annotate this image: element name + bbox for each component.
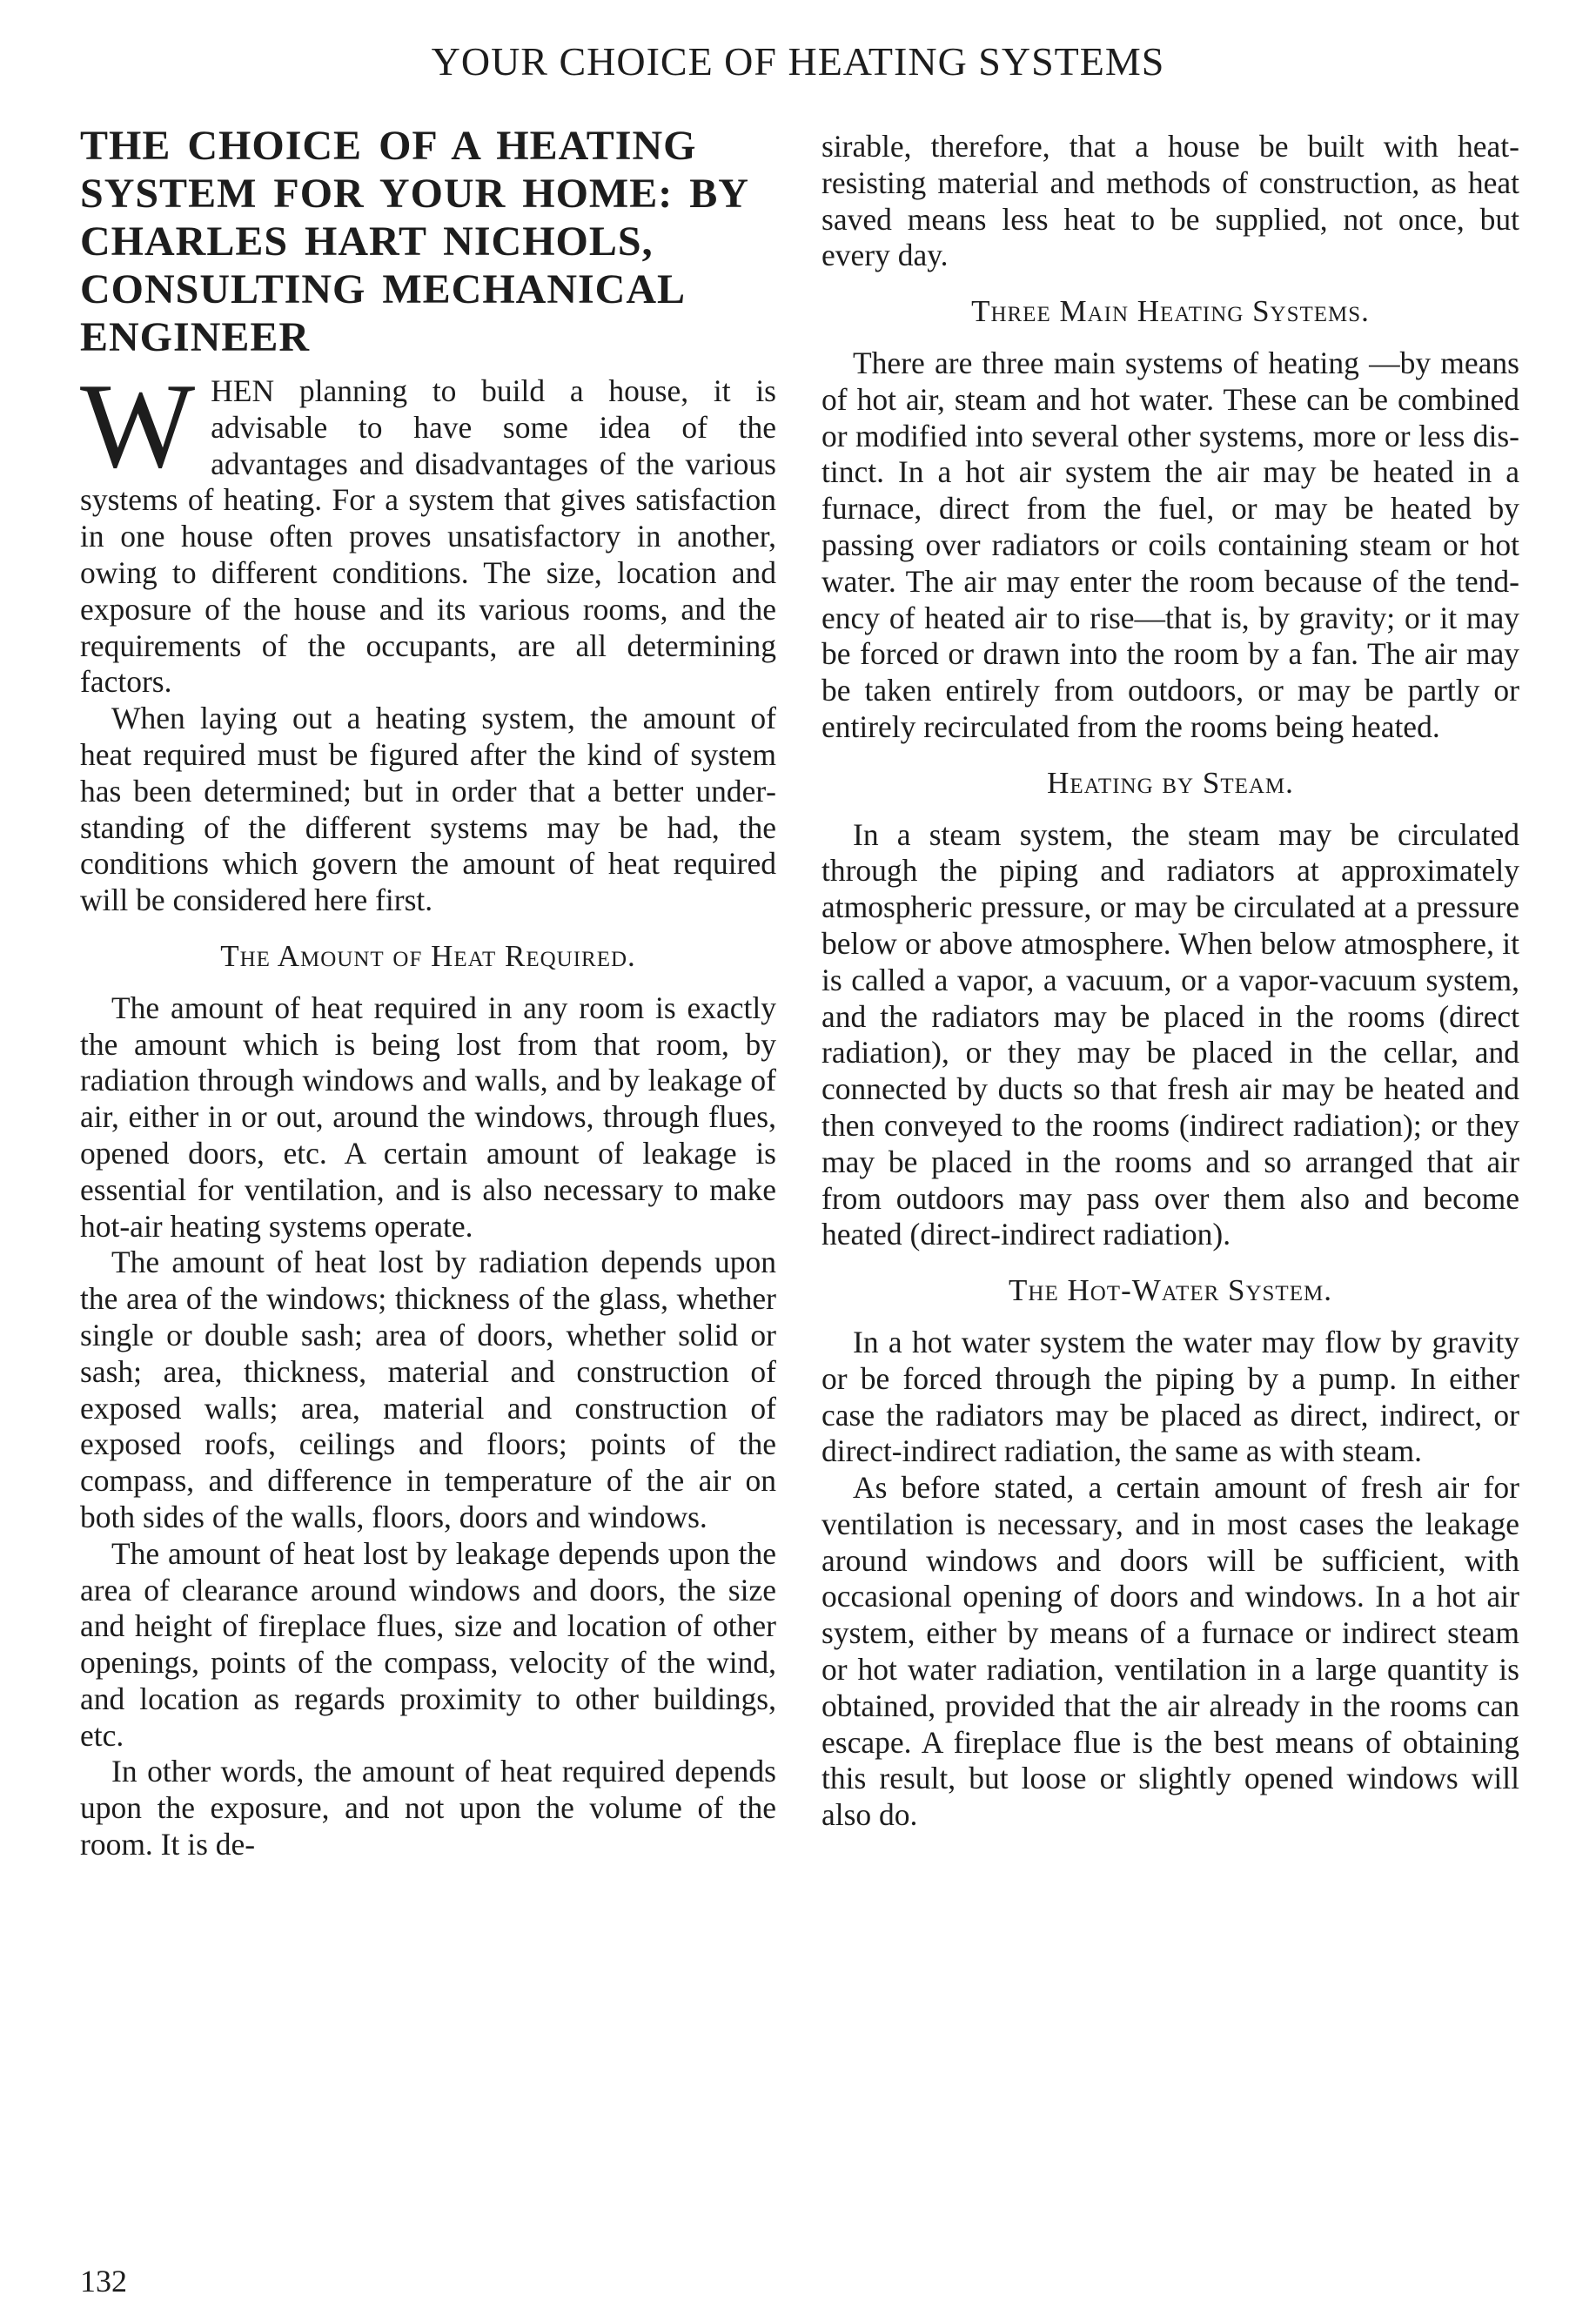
body-paragraph: In a hot water system the water may flow by gravity or be forced through the piping by a pump. In either case the radiators may be placed as direct, indirect, or direct-indirect radiation, the same as with steam. <box>821 1324 1519 1469</box>
page-number: 132 <box>80 2264 127 2299</box>
body-paragraph: In other words, the amount of heat required depends upon the exposure, and not upon the volume of the room. It is de- <box>80 1754 776 1862</box>
body-paragraph: The amount of heat lost by radiation depends upon the area of the windows; thickness of the glass, whether single or double sash; area of doors, whether solid or sash; area, thickness, material and construction of exposed walls; area, material and construction of exposed roofs, ceilings and floors; points of the compass, and difference in temperature of the air on both sides of the walls, floors, doors and windows. <box>80 1245 776 1534</box>
body-paragraph: When laying out a heating system, the amount of heat required must be figured after the kind of system has been determined; but in order that a better understanding of the different systems may be had, the conditions which govern the amount of heat required will be considered here first. <box>80 701 776 918</box>
body-paragraph: The amount of heat required in any room is exactly the amount which is being lost from that room, by radiation through windows and walls, and by leakage of air, either in or out, around the windows, through flues, opened doors, etc. A certain amount of leakage is essential for ventilation, and is also necessary to make hot-air heating systems operate. <box>80 990 776 1244</box>
section-heading-heating-by-steam: Heating by Steam. <box>1047 765 1294 800</box>
body-paragraph: As before stated, a certain amount of fresh air for ventilation is necessary, and in most cases the leakage around windows and doors will be sufficient, with occasional opening of doors and windows. In a hot air system, either by means of a furnace or indirect steam or hot water radiation, ventilation in a large quantity is obtained, provided that the air already in the rooms can escape. A fireplace flue is the best means of obtaining this result, but loose or slightly opened windows will also do. <box>821 1470 1519 1833</box>
article-title: THE CHOICE OF A HEATING SYSTEM FOR YOUR HOME: BY CHARLES HART NICHOLS, CONSULTING MECHANICAL ENGINEER <box>80 123 748 360</box>
intro-text: HEN planning to build a house, it is advisable to have some idea of the advantages and disadvantages of the various systems of heating. For a system that gives satisfaction in one house often proves unsatisfactory in another, owing to different conditions. The size, location and exposure of the house and its various rooms, and the requirements of the occupants, are all determining factors. <box>80 373 776 700</box>
body-paragraph: The amount of heat lost by leakage depends upon the area of clearance around windows and doors, the size and height of fireplace flues, size and location of other openings, points of the compass, velocity of the wind, and location as regards proximity to other buildings, etc. <box>80 1535 776 1753</box>
left-column <box>80 122 776 1863</box>
section-heading-three-main-systems: Three Main Heating Systems. <box>971 294 1370 329</box>
section-heading-hot-water-system: The Hot-Water System. <box>1009 1273 1332 1308</box>
right-column <box>821 129 1519 1834</box>
body-paragraph: There are three main systems of heating —by means of hot air, steam and hot water. These can be combined or modified into several other systems, more or less distinct. In a hot air system the air may be heated in a furnace, direct from the fuel, or may be heated by passing over radiators or coils containing steam or hot water. The air may enter the room because of the tendency of heated air to rise—that is, by gravity; or it may be forced or drawn into the room by a fan. The air may be taken entirely from outdoors, or may be partly or entirely recirculated from the rooms being heated. <box>821 345 1519 744</box>
section-heading-amount-of-heat: The Amount of Heat Required. <box>220 938 636 973</box>
running-head: YOUR CHOICE OF HEATING SYSTEMS <box>431 39 1165 84</box>
continued-paragraph: sirable, therefore, that a house be built with heat-resisting material and methods of construction, as heat saved means less heat to be supplied, not once, but every day. <box>821 129 1519 273</box>
drop-cap: W <box>80 359 196 493</box>
body-paragraph: In a steam system, the steam may be circulated through the piping and radiators at approximately atmospheric pressure, or may be circulated at a pressure below or above atmosphere. When below atmosphere, it is called a vapor, a vacuum, or a vapor-vacuum system, and the radiators may be placed in the rooms (direct radiation), or they may be placed in the cellar, and connected by ducts so that fresh air may be heated and then conveyed to the rooms (indirect radiation); or they may be placed in the rooms and so arranged that air from outdoors may pass over them also and become heated (direct-indirect radiation). <box>821 816 1519 1252</box>
intro-paragraph <box>80 359 776 701</box>
